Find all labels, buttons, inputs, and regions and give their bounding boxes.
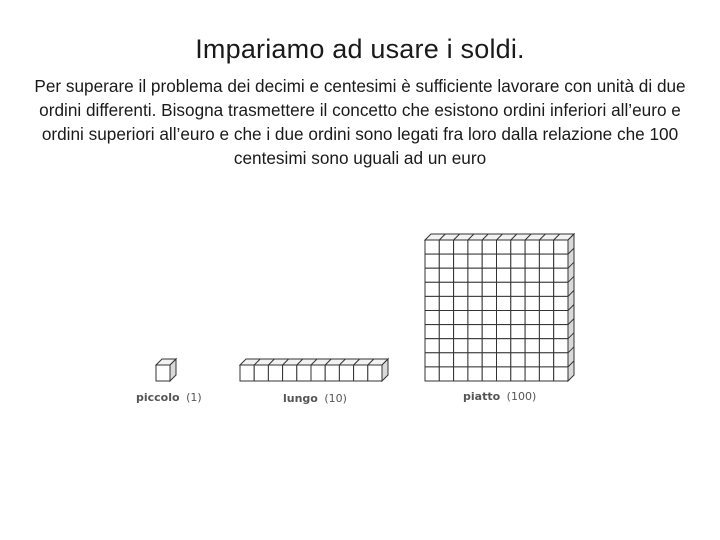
piatto-unit-cell	[425, 296, 439, 310]
piatto-unit-cell	[554, 325, 568, 339]
caption-piccolo-name: piccolo	[136, 391, 180, 404]
piatto-unit-cell	[468, 353, 482, 367]
piatto-unit-cell	[497, 282, 511, 296]
piatto-unit-cell	[425, 311, 439, 325]
piatto-unit-cell	[468, 325, 482, 339]
piatto-unit-cell	[425, 339, 439, 353]
piatto-unit-cell	[554, 353, 568, 367]
piatto-unit-cell	[539, 353, 553, 367]
piatto-unit-cell	[454, 353, 468, 367]
piatto-unit-cell	[497, 339, 511, 353]
piatto-unit-cell	[425, 325, 439, 339]
caption-lungo	[283, 392, 347, 405]
piatto-unit-cell	[454, 325, 468, 339]
lungo-unit-cell	[354, 365, 368, 381]
piatto-unit-cell	[554, 311, 568, 325]
piatto-unit-cell	[554, 282, 568, 296]
piatto-unit-cell	[525, 325, 539, 339]
caption-lungo-count: (10)	[324, 392, 347, 405]
lungo-unit-cell	[311, 365, 325, 381]
caption-piccolo	[136, 391, 202, 404]
lungo-unit-cell	[325, 365, 339, 381]
piatto-unit-cell	[468, 339, 482, 353]
piatto-unit-cell	[454, 282, 468, 296]
piatto-unit-cell	[511, 268, 525, 282]
piatto-unit-cell	[425, 367, 439, 381]
piatto-unit-cell	[539, 254, 553, 268]
caption-piccolo-count: (1)	[186, 391, 202, 404]
piatto-unit-cell	[439, 367, 453, 381]
piatto-unit-cell	[497, 268, 511, 282]
piatto-unit-cell	[439, 254, 453, 268]
piatto-unit-cell	[497, 254, 511, 268]
piatto-unit-cell	[539, 311, 553, 325]
piatto-unit-cell	[439, 325, 453, 339]
piatto-unit-cell	[482, 296, 496, 310]
piatto-unit-cell	[468, 254, 482, 268]
block-piccolo	[156, 359, 176, 381]
piatto-unit-cell	[497, 311, 511, 325]
piatto-unit-cell	[482, 268, 496, 282]
lungo-unit-cell	[268, 365, 282, 381]
piatto-unit-cell	[554, 240, 568, 254]
piatto-unit-cell	[454, 254, 468, 268]
piatto-unit-cell	[439, 282, 453, 296]
piatto-unit-cell	[468, 268, 482, 282]
piatto-unit-cell	[482, 367, 496, 381]
slide-body-text: Per superare il problema dei decimi e centesimi è sufficiente lavorare con unità di due ordini differenti. Bisogna trasmettere il concetto che esistono ordini inferiori all’euro e ordini superiori all’euro e che i due ordini sono legati fra loro dalla relazione che 100 centesimi sono uguali ad un euro	[34, 76, 686, 168]
lungo-unit-cell	[368, 365, 382, 381]
piatto-unit-cell	[497, 367, 511, 381]
piatto-unit-cell	[497, 325, 511, 339]
piatto-unit-cell	[525, 296, 539, 310]
piatto-unit-cell	[468, 296, 482, 310]
piatto-unit-cell	[439, 311, 453, 325]
piatto-unit-cell	[525, 311, 539, 325]
piatto-unit-cell	[539, 325, 553, 339]
piatto-unit-cell	[439, 353, 453, 367]
piatto-unit-cell	[511, 353, 525, 367]
piatto-unit-cell	[511, 325, 525, 339]
piatto-unit-cell	[539, 282, 553, 296]
piatto-unit-cell	[511, 282, 525, 296]
piatto-unit-cell	[511, 339, 525, 353]
piatto-unit-cell	[454, 296, 468, 310]
lungo-unit-cell	[297, 365, 311, 381]
piatto-unit-cell	[525, 353, 539, 367]
piatto-unit-cell	[554, 254, 568, 268]
piatto-unit-cell	[525, 268, 539, 282]
piatto-unit-cell	[482, 254, 496, 268]
piatto-unit-cell	[511, 367, 525, 381]
piatto-unit-cell	[425, 240, 439, 254]
caption-piatto-count: (100)	[506, 390, 537, 403]
piatto-unit-cell	[511, 240, 525, 254]
piatto-unit-cell	[497, 240, 511, 254]
piatto-unit-cell	[468, 240, 482, 254]
piatto-unit-cell	[539, 268, 553, 282]
piatto-unit-cell	[511, 311, 525, 325]
lungo-unit-cell	[240, 365, 254, 381]
lungo-unit-cell	[283, 365, 297, 381]
piatto-unit-cell	[525, 367, 539, 381]
piatto-unit-cell	[482, 339, 496, 353]
piatto-unit-cell	[454, 268, 468, 282]
piatto-unit-cell	[454, 311, 468, 325]
caption-lungo-name: lungo	[283, 392, 318, 405]
piatto-unit-cell	[425, 282, 439, 296]
piatto-unit-cell	[482, 325, 496, 339]
piatto-unit-cell	[439, 339, 453, 353]
piatto-unit-cell	[525, 282, 539, 296]
piatto-unit-cell	[539, 339, 553, 353]
piatto-unit-cell	[554, 339, 568, 353]
piatto-unit-cell	[482, 282, 496, 296]
piatto-unit-cell	[454, 339, 468, 353]
piatto-unit-cell	[482, 240, 496, 254]
piatto-unit-cell	[482, 353, 496, 367]
block-lungo	[240, 359, 388, 381]
piatto-unit-cell	[525, 240, 539, 254]
piatto-unit-cell	[539, 367, 553, 381]
piatto-unit-cell	[554, 367, 568, 381]
piatto-unit-cell	[439, 268, 453, 282]
piatto-unit-cell	[497, 353, 511, 367]
piatto-unit-cell	[468, 282, 482, 296]
piatto-unit-cell	[425, 353, 439, 367]
slide-title: Impariamo ad usare i soldi.	[195, 34, 525, 64]
piatto-unit-cell	[425, 268, 439, 282]
piatto-unit-cell	[539, 240, 553, 254]
piatto-unit-cell	[525, 339, 539, 353]
piatto-unit-cell	[439, 240, 453, 254]
piatto-unit-cell	[511, 254, 525, 268]
piatto-unit-cell	[539, 296, 553, 310]
lungo-unit-cell	[339, 365, 353, 381]
piatto-unit-cell	[454, 367, 468, 381]
piatto-unit-cell	[482, 311, 496, 325]
piccolo-unit-cell	[156, 365, 170, 381]
piatto-unit-cell	[454, 240, 468, 254]
piatto-unit-cell	[468, 367, 482, 381]
lungo-unit-cell	[254, 365, 268, 381]
caption-piatto-name: piatto	[463, 390, 501, 403]
piatto-unit-cell	[425, 254, 439, 268]
piatto-unit-cell	[554, 296, 568, 310]
piatto-unit-cell	[554, 268, 568, 282]
piatto-unit-cell	[468, 311, 482, 325]
piatto-unit-cell	[497, 296, 511, 310]
piatto-unit-cell	[439, 296, 453, 310]
piatto-unit-cell	[511, 296, 525, 310]
caption-piatto	[463, 390, 536, 403]
piatto-unit-cell	[525, 254, 539, 268]
block-piatto	[425, 234, 574, 381]
